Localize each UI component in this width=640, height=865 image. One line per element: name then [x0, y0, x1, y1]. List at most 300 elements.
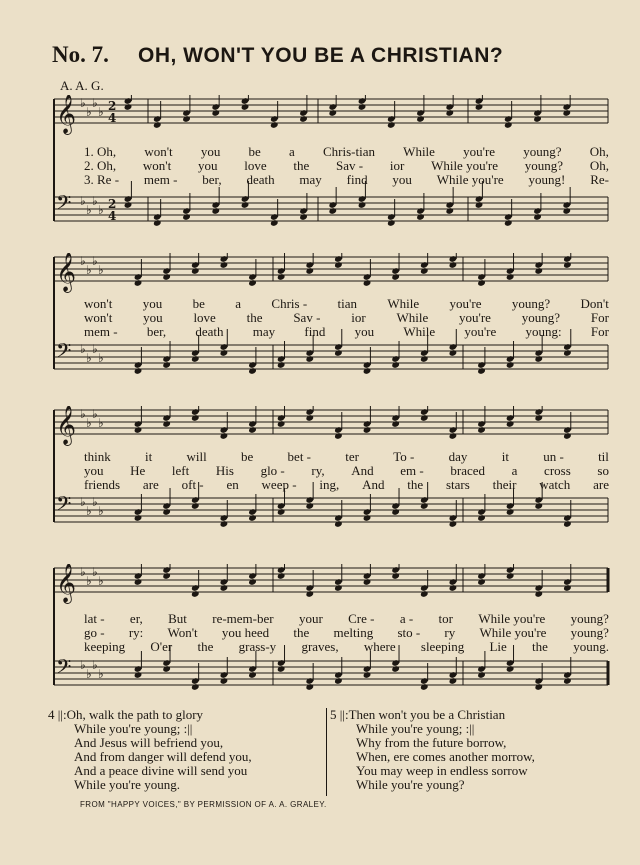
- note-head: [305, 355, 314, 363]
- note-head: [563, 349, 572, 357]
- note-head: [533, 115, 542, 123]
- lyric-syllable: He: [130, 463, 146, 478]
- note-head: [534, 355, 543, 363]
- lyric-syllable: sto -: [397, 625, 421, 640]
- lyric-syllable: Oh,: [589, 158, 609, 173]
- note-head: [334, 261, 343, 269]
- note-head: [506, 572, 515, 580]
- note-head: [220, 261, 229, 269]
- lyric-line-2: [84, 159, 609, 173]
- verse-line: While you're young; :||: [74, 721, 193, 736]
- lyric-syllable: love: [193, 310, 216, 325]
- note-head: [563, 584, 572, 592]
- lyric-syllable: it: [501, 449, 509, 464]
- lyric-syllable: Lie: [489, 639, 507, 654]
- verse-4: [48, 708, 252, 792]
- lyric-line-3: [84, 325, 609, 339]
- lyric-syllable: young?: [570, 625, 609, 640]
- lyric-syllable: And: [351, 463, 374, 478]
- lyric-syllable: may: [252, 324, 276, 339]
- lyric-syllable: you: [84, 463, 104, 478]
- lyric-syllable: tian: [337, 296, 358, 311]
- lyric-syllable: won't: [142, 158, 172, 173]
- time-signature: 4: [108, 209, 117, 223]
- lyric-syllable: O'er: [150, 639, 173, 654]
- note-head: [328, 109, 337, 117]
- time-signature: 4: [108, 111, 117, 125]
- lyric-line-3: [84, 173, 609, 187]
- note-head: [506, 420, 515, 428]
- lyric-syllable: But: [168, 611, 187, 626]
- verse-line: 5 ||:Then won't you be a Christian: [330, 707, 506, 722]
- lyric-syllable: While you're: [479, 625, 547, 640]
- note-head: [334, 349, 343, 357]
- note-head: [134, 578, 143, 586]
- note-head: [387, 121, 396, 129]
- lyrics-block: [84, 145, 609, 187]
- note-head: [191, 414, 200, 422]
- lyric-syllable: a -: [399, 611, 414, 626]
- lyric-syllable: em -: [400, 463, 424, 478]
- lyrics-block: [84, 297, 609, 339]
- lyric-syllable: young?: [524, 158, 564, 173]
- lyric-syllable: young?: [523, 144, 562, 159]
- lyric-line-2: [84, 626, 609, 640]
- flat-icon: ♭: [86, 574, 92, 588]
- lyric-syllable: young?: [521, 310, 561, 325]
- lyric-syllable: a: [235, 296, 242, 311]
- lyric-syllable: so: [597, 463, 609, 478]
- lyric-syllable: friends: [84, 477, 121, 492]
- note-head: [358, 201, 367, 209]
- lyric-syllable: death: [195, 324, 224, 339]
- lyric-syllable: For: [590, 310, 609, 325]
- music-system-3: [48, 406, 613, 536]
- note-head: [449, 584, 458, 592]
- note-head: [363, 578, 372, 586]
- lyric-syllable: young?: [570, 611, 609, 626]
- lyric-syllable: For: [590, 324, 609, 339]
- note-head: [391, 508, 400, 516]
- lyric-syllable: graves,: [301, 639, 339, 654]
- lyric-syllable: are: [593, 477, 609, 492]
- verse-line: While you're young; :||: [356, 721, 475, 736]
- composer-initials: A. A. G.: [60, 78, 104, 93]
- note-head: [475, 103, 484, 111]
- lyric-syllable: watch: [539, 477, 571, 492]
- note-head: [305, 267, 314, 275]
- note-head: [270, 219, 279, 227]
- note-head: [334, 520, 343, 528]
- note-head: [445, 109, 454, 117]
- note-head: [134, 367, 143, 375]
- note-head: [391, 420, 400, 428]
- verse-line: And Jesus will befriend you,: [74, 735, 224, 750]
- lyric-syllable: the: [293, 158, 310, 173]
- note-head: [449, 261, 458, 269]
- lyric-syllable: His: [215, 463, 234, 478]
- lyric-line-3: [84, 640, 609, 654]
- lyric-syllable: a: [511, 463, 518, 478]
- lyric-syllable: braced: [450, 463, 486, 478]
- note-head: [248, 367, 257, 375]
- lyric-syllable: er,: [129, 611, 143, 626]
- note-head: [277, 508, 286, 516]
- flat-icon: ♭: [92, 342, 98, 356]
- note-head: [153, 219, 162, 227]
- lyric-line-1: [84, 145, 609, 159]
- note-head: [248, 426, 257, 434]
- note-head: [391, 273, 400, 281]
- note-head: [191, 355, 200, 363]
- flat-icon: ♭: [86, 351, 92, 365]
- lyric-syllable: death: [246, 172, 275, 187]
- note-head: [562, 109, 571, 117]
- lyric-syllable: love: [244, 158, 267, 173]
- note-head: [211, 207, 220, 215]
- note-head: [191, 502, 200, 510]
- permission-footer: FROM "HAPPY VOICES," BY PERMISSION OF A. A. GRALEY.: [80, 800, 327, 809]
- lyric-syllable: Oh,: [589, 144, 609, 159]
- lyric-syllable: you're: [463, 144, 496, 159]
- flat-icon: ♭: [86, 504, 92, 518]
- flat-icon: ♭: [80, 96, 86, 110]
- note-head: [182, 115, 191, 123]
- hymn-title: OH, WON'T YOU BE A CHRISTIAN?: [138, 44, 504, 67]
- note-head: [391, 361, 400, 369]
- lyric-syllable: you: [143, 310, 163, 325]
- lyric-syllable: ter: [345, 449, 359, 464]
- flat-icon: ♭: [80, 565, 86, 579]
- lyric-syllable: you: [200, 144, 221, 159]
- lyric-syllable: melting: [333, 625, 374, 640]
- lyric-syllable: young:: [525, 324, 562, 339]
- note-head: [334, 677, 343, 685]
- verse-line: You may weep in endless sorrow: [356, 763, 528, 778]
- note-head: [506, 508, 515, 516]
- lyric-syllable: a: [289, 144, 295, 159]
- flat-icon: ♭: [98, 667, 104, 681]
- lyric-syllable: 3. Re -: [84, 172, 120, 187]
- note-head: [124, 201, 133, 209]
- note-head: [211, 109, 220, 117]
- note-head: [134, 671, 143, 679]
- lyric-syllable: oft -: [181, 477, 204, 492]
- lyric-syllable: mem -: [143, 172, 178, 187]
- note-head: [334, 584, 343, 592]
- note-head: [477, 514, 486, 522]
- lyric-line-3: [84, 478, 609, 492]
- note-head: [248, 578, 257, 586]
- bass-clef-icon: 𝄢: [56, 492, 72, 520]
- note-head: [305, 502, 314, 510]
- flat-icon: ♭: [92, 658, 98, 672]
- note-head: [191, 590, 200, 598]
- lyric-syllable: the: [246, 310, 263, 325]
- music-system-1: [48, 95, 613, 235]
- note-head: [506, 665, 515, 673]
- lyric-syllable: be: [241, 449, 254, 464]
- note-head: [248, 671, 257, 679]
- verse-line: While you're young.: [74, 777, 180, 792]
- note-head: [248, 279, 257, 287]
- note-head: [449, 677, 458, 685]
- verse-line: 4 ||:Oh, walk the path to glory: [48, 707, 204, 722]
- note-head: [305, 590, 314, 598]
- lyric-syllable: are: [142, 477, 159, 492]
- note-head: [270, 121, 279, 129]
- lyric-syllable: go -: [84, 625, 105, 640]
- note-head: [220, 349, 229, 357]
- note-head: [220, 432, 229, 440]
- note-head: [162, 361, 171, 369]
- lyric-syllable: 1. Oh,: [84, 144, 117, 159]
- note-head: [241, 103, 250, 111]
- note-head: [387, 219, 396, 227]
- lyric-syllable: the: [293, 625, 310, 640]
- lyric-syllable: re-mem-ber: [212, 611, 274, 626]
- flat-icon: ♭: [86, 667, 92, 681]
- note-head: [477, 426, 486, 434]
- lyric-syllable: find: [304, 324, 326, 339]
- lyric-syllable: Won't: [167, 625, 198, 640]
- lyric-syllable: won't: [84, 310, 113, 325]
- lyric-syllable: young!: [528, 172, 566, 187]
- note-head: [504, 219, 513, 227]
- lyric-syllable: bet -: [287, 449, 312, 464]
- note-head: [162, 572, 171, 580]
- note-head: [475, 201, 484, 209]
- note-head: [391, 665, 400, 673]
- note-head: [449, 349, 458, 357]
- lyric-syllable: ing,: [319, 477, 340, 492]
- note-head: [504, 121, 513, 129]
- flat-icon: ♭: [80, 407, 86, 421]
- flat-icon: ♭: [98, 203, 104, 217]
- lyric-syllable: you: [197, 158, 218, 173]
- note-head: [220, 584, 229, 592]
- lyric-syllable: where: [363, 639, 396, 654]
- note-head: [562, 207, 571, 215]
- flat-icon: ♭: [92, 194, 98, 208]
- note-head: [162, 273, 171, 281]
- verse-line: And a peace divine will send you: [74, 763, 248, 778]
- lyric-syllable: the: [197, 639, 214, 654]
- note-head: [191, 267, 200, 275]
- lyric-syllable: you: [392, 172, 412, 187]
- lyric-syllable: mem -: [84, 324, 118, 339]
- lyric-syllable: tor: [438, 611, 453, 626]
- note-head: [248, 514, 257, 522]
- lyric-syllable: While: [396, 310, 429, 325]
- lyric-syllable: find: [346, 172, 368, 187]
- note-head: [391, 572, 400, 580]
- lyric-syllable: the: [407, 477, 424, 492]
- note-head: [420, 355, 429, 363]
- lyric-line-1: [84, 612, 609, 626]
- lyric-syllable: it: [145, 449, 153, 464]
- lyric-syllable: weep -: [261, 477, 297, 492]
- flat-icon: ♭: [86, 263, 92, 277]
- note-head: [305, 683, 314, 691]
- note-head: [420, 502, 429, 510]
- note-head: [534, 414, 543, 422]
- note-head: [445, 207, 454, 215]
- lyric-line-2: [84, 311, 609, 325]
- lyric-syllable: young?: [511, 296, 551, 311]
- note-head: [477, 367, 486, 375]
- lyric-syllable: will: [186, 449, 207, 464]
- note-head: [416, 115, 425, 123]
- lyric-syllable: While: [403, 144, 435, 159]
- note-head: [191, 683, 200, 691]
- lyric-syllable: ry: [444, 625, 456, 640]
- note-head: [153, 121, 162, 129]
- note-head: [534, 590, 543, 598]
- lyric-syllable: Don't: [580, 296, 609, 311]
- lyric-syllable: lat -: [84, 611, 105, 626]
- lyric-syllable: ber,: [146, 324, 167, 339]
- lyric-syllable: sleeping: [420, 639, 465, 654]
- note-head: [563, 677, 572, 685]
- lyric-syllable: your: [298, 611, 323, 626]
- lyric-syllable: young.: [573, 639, 609, 654]
- note-head: [420, 414, 429, 422]
- note-head: [277, 273, 286, 281]
- flat-icon: ♭: [98, 574, 104, 588]
- note-head: [563, 261, 572, 269]
- lyric-syllable: While you're: [436, 172, 504, 187]
- lyric-line-1: [84, 450, 609, 464]
- lyric-syllable: Chris -: [271, 296, 308, 311]
- lyric-syllable: 2. Oh,: [84, 158, 117, 173]
- lyric-syllable: think: [84, 449, 111, 464]
- lyric-syllable: til: [598, 449, 609, 464]
- note-head: [363, 367, 372, 375]
- lyric-syllable: you heed: [221, 625, 270, 640]
- note-head: [220, 677, 229, 685]
- note-head: [420, 590, 429, 598]
- music-system-4: [48, 564, 613, 699]
- lyric-syllable: be: [248, 144, 261, 159]
- note-head: [533, 213, 542, 221]
- note-head: [358, 103, 367, 111]
- flat-icon: ♭: [80, 658, 86, 672]
- flat-icon: ♭: [86, 105, 92, 119]
- note-head: [477, 279, 486, 287]
- note-head: [162, 420, 171, 428]
- note-head: [182, 213, 191, 221]
- time-signature: 2: [108, 99, 117, 113]
- note-head: [506, 361, 515, 369]
- lyric-syllable: keeping: [84, 639, 126, 654]
- lyric-syllable: you're: [449, 296, 482, 311]
- bass-clef-icon: 𝄢: [56, 191, 72, 219]
- lyric-syllable: ry,: [311, 463, 325, 478]
- flat-icon: ♭: [86, 203, 92, 217]
- verse-line: Why from the future borrow,: [356, 735, 507, 750]
- note-head: [334, 432, 343, 440]
- note-head: [241, 201, 250, 209]
- note-head: [277, 665, 286, 673]
- verse-line: And from danger will defend you,: [74, 749, 252, 764]
- lyric-syllable: While: [403, 324, 436, 339]
- note-head: [162, 508, 171, 516]
- note-head: [534, 502, 543, 510]
- lyric-syllable: ior: [351, 310, 366, 325]
- lyric-syllable: Re-: [590, 172, 609, 187]
- lyric-line-2: [84, 464, 609, 478]
- lyric-syllable: ior: [389, 158, 405, 173]
- flat-icon: ♭: [98, 351, 104, 365]
- lyric-syllable: glo -: [260, 463, 285, 478]
- lyric-line-1: [84, 297, 609, 311]
- lyric-syllable: ry:: [128, 625, 144, 640]
- note-head: [506, 273, 515, 281]
- verse-divider: [326, 708, 327, 796]
- note-head: [299, 213, 308, 221]
- flat-icon: ♭: [80, 495, 86, 509]
- lyric-syllable: won't: [144, 144, 173, 159]
- hymn-number: No. 7.: [52, 42, 109, 67]
- lyric-syllable: Cre -: [348, 611, 375, 626]
- lyric-syllable: won't: [84, 296, 113, 311]
- note-head: [449, 432, 458, 440]
- lyric-syllable: en: [226, 477, 239, 492]
- flat-icon: ♭: [92, 96, 98, 110]
- lyric-syllable: day: [448, 449, 468, 464]
- note-head: [363, 279, 372, 287]
- flat-icon: ♭: [92, 254, 98, 268]
- note-head: [534, 683, 543, 691]
- lyric-syllable: un -: [543, 449, 564, 464]
- lyric-syllable: stars: [445, 477, 470, 492]
- note-head: [420, 267, 429, 275]
- treble-clef-icon: 𝄞: [56, 406, 77, 445]
- lyric-syllable: Chris-tian: [322, 144, 375, 159]
- note-head: [534, 267, 543, 275]
- flat-icon: ♭: [98, 416, 104, 430]
- music-system-2: [48, 253, 613, 383]
- bass-clef-icon: 𝄢: [56, 655, 72, 683]
- lyric-syllable: While you're: [478, 611, 546, 626]
- treble-clef-icon: 𝄞: [56, 253, 77, 292]
- lyrics-block: [84, 612, 609, 654]
- lyric-syllable: left: [171, 463, 190, 478]
- note-head: [134, 279, 143, 287]
- lyric-syllable: And: [362, 477, 385, 492]
- note-head: [416, 213, 425, 221]
- note-head: [134, 514, 143, 522]
- lyric-syllable: To -: [393, 449, 415, 464]
- lyric-syllable: Sav -: [293, 310, 321, 325]
- time-signature: 2: [108, 197, 117, 211]
- lyric-syllable: you're: [459, 310, 491, 325]
- lyric-syllable: While you're: [431, 158, 499, 173]
- note-head: [563, 432, 572, 440]
- note-head: [299, 115, 308, 123]
- lyric-syllable: be: [192, 296, 205, 311]
- lyric-syllable: you: [142, 296, 163, 311]
- lyric-syllable: cross: [544, 463, 571, 478]
- lyrics-block: [84, 450, 609, 492]
- note-head: [277, 572, 286, 580]
- flat-icon: ♭: [92, 495, 98, 509]
- lyric-syllable: grass-y: [238, 639, 277, 654]
- bass-clef-icon: 𝄢: [56, 339, 72, 367]
- lyric-syllable: their: [492, 477, 517, 492]
- treble-clef-icon: 𝄞: [56, 564, 77, 603]
